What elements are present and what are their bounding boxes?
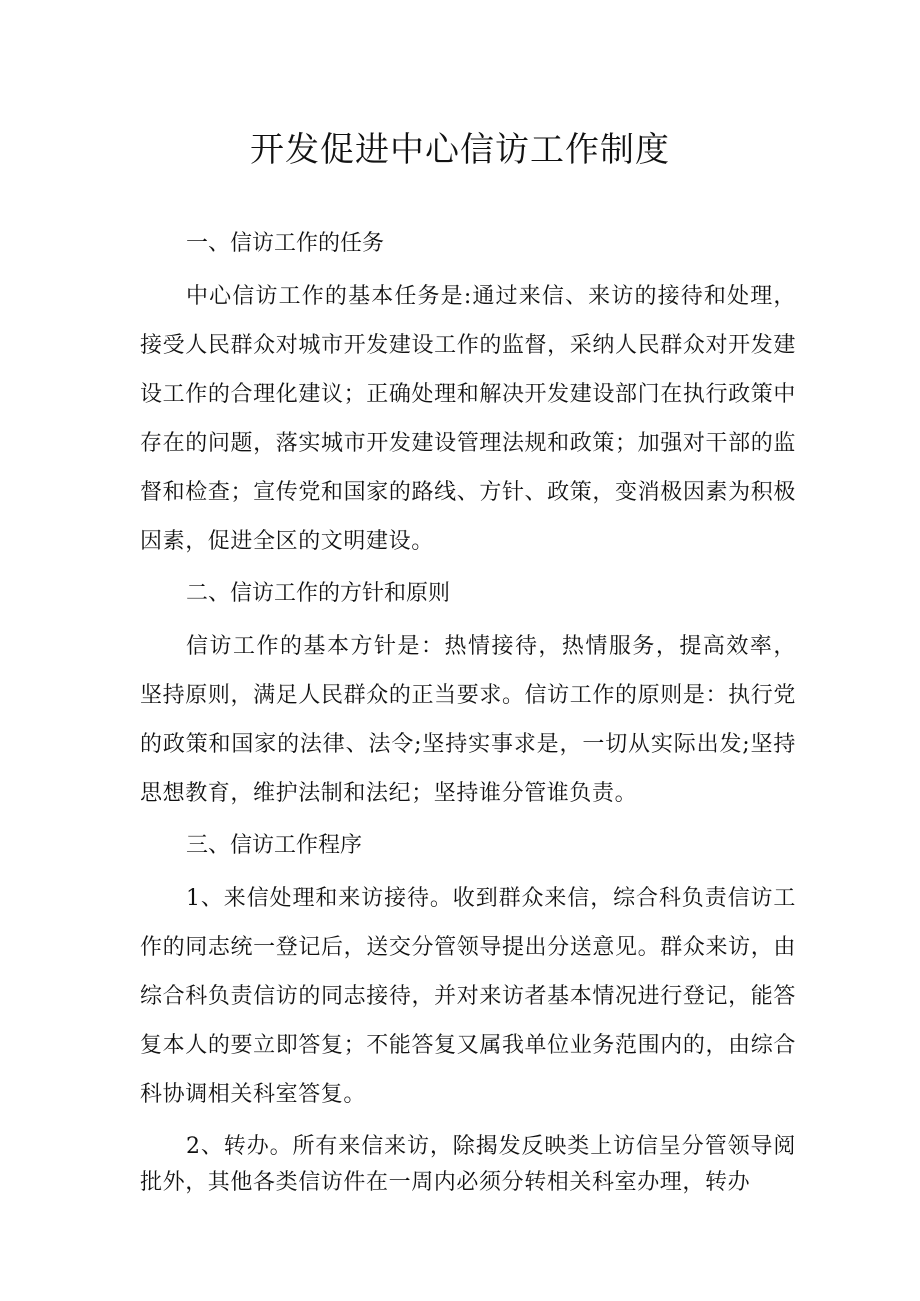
section-paragraph: 1、来信处理和来访接待。收到群众来信，综合科负责信访工作的同志统一登记后，送交分管领导提出分送意见。群众来访，由综合科负责信访的同志接待，并对来访者基本情况进行登记，能答复本人的要立即答复；不能答复又属我单位业务范围内的，由综合科协调相关科室答复。 (140, 886, 796, 1107)
section-paragraph: 2、转办。所有来信来访，除揭发反映类上访信呈分管领导阅批外，其他各类信访件在一周内必须分转相关科室办理，转办 (140, 1134, 796, 1195)
document-body (140, 226, 796, 1211)
section-heading: 二、信访工作的方针和原则 (186, 581, 451, 606)
section-heading: 一、信访工作的任务 (186, 231, 385, 256)
document-title: 开发促进中心信访工作制度 (250, 130, 670, 170)
section-heading: 三、信访工作程序 (186, 833, 363, 858)
section-paragraph: 中心信访工作的基本任务是:通过来信、来访的接待和处理，接受人民群众对城市开发建设工作的监督，采纳人民群众对开发建设工作的合理化建议；正确处理和解决开发建设部门在执行政策中存在的问题，落实城市开发建设管理法规和政策；加强对干部的监督和检查；宣传党和国家的路线、方针、政策，变消极因素为积极因素，促进全区的文明建设。 (140, 284, 796, 554)
section-paragraph: 信访工作的基本方针是：热情接待，热情服务，提高效率，坚持原则，满足人民群众的正当要求。信访工作的原则是：执行党的政策和国家的法律、法令;坚持实事求是，一切从实际出发;坚持思想教育，维护法制和法纪；坚持谁分管谁负责。 (140, 634, 796, 806)
